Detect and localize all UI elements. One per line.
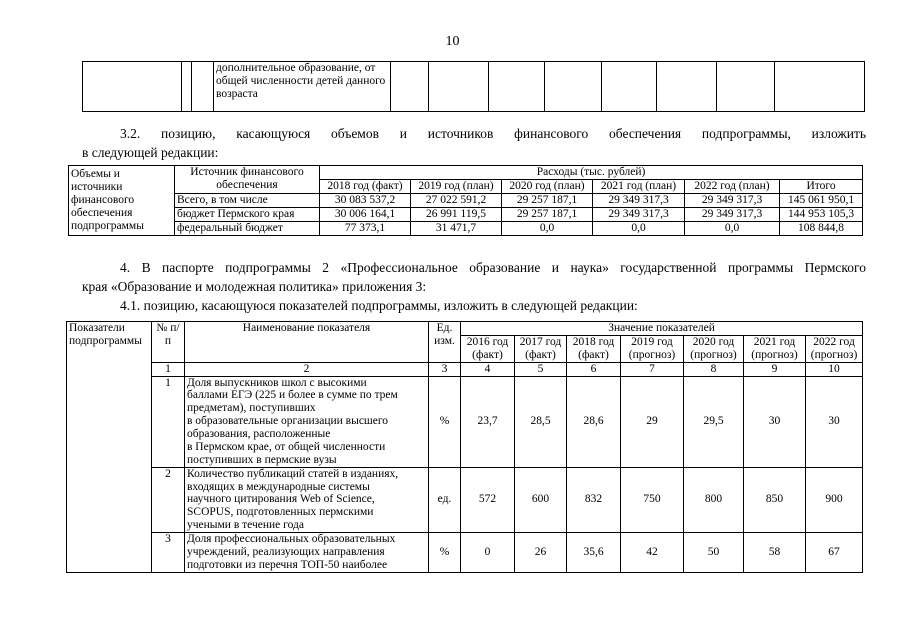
value-cell: 30: [806, 376, 863, 467]
year-header: 2020 год (прогноз): [684, 335, 744, 362]
unit-header: Ед. изм.: [429, 322, 461, 363]
column-number: 4: [461, 362, 515, 376]
year-header: 2019 год (план): [411, 180, 502, 194]
year-header: 2017 год (факт): [515, 335, 567, 362]
table-row: [69, 194, 863, 208]
value-cell: 0,0: [593, 222, 685, 236]
column-number: 8: [684, 362, 744, 376]
source-cell: федеральный бюджет: [175, 222, 320, 236]
indicators-table: [66, 321, 863, 573]
column-numbers-row: [67, 362, 863, 376]
table-row: [67, 467, 863, 532]
year-header: 2020 год (план): [502, 180, 593, 194]
column-number: 3: [429, 362, 461, 376]
indicator-name: Количество публикаций статей в изданиях, входящих в международные системы научного цитирования Web of Science, SCOPUS, подготовленных пермскими учеными в течение года: [185, 467, 429, 532]
value-cell: 28,6: [567, 376, 621, 467]
value-cell: 145 061 950,1: [780, 194, 863, 208]
num-header: № п/п: [152, 322, 185, 363]
value-cell: 600: [515, 467, 567, 532]
year-header: 2022 год (план): [685, 180, 780, 194]
unit-cell: ед.: [429, 467, 461, 532]
expenses-header: Расходы (тыс. рублей): [320, 166, 863, 180]
page-number: 10: [445, 34, 460, 49]
finance-row-header: Объемы и источники финансового обеспечения подпрограммы: [69, 166, 175, 236]
value-cell: 26: [515, 533, 567, 573]
column-number: 9: [744, 362, 806, 376]
value-cell: 0,0: [502, 222, 593, 236]
value-cell: 42: [621, 533, 684, 573]
row-number: 3: [152, 533, 185, 573]
unit-cell: %: [429, 533, 461, 573]
value-cell: 29: [621, 376, 684, 467]
paragraph-4-1: 4.1. позицию, касающуюся показателей подпрограммы, изложить в следующей редакции:: [120, 298, 638, 313]
continuation-table: [82, 61, 865, 112]
indicator-name: дополнительное образование, от общей численности детей данного возраста: [214, 62, 391, 112]
table-row: [67, 533, 863, 573]
value-cell: 750: [621, 467, 684, 532]
source-header: Источник финансового обеспечения: [175, 166, 320, 194]
value-cell: 35,6: [567, 533, 621, 573]
indicators-header: Показатели подпрограммы: [67, 322, 152, 573]
table-row: [83, 62, 865, 112]
row-number: 2: [152, 467, 185, 532]
column-number: 5: [515, 362, 567, 376]
column-number: 6: [567, 362, 621, 376]
value-cell: 58: [744, 533, 806, 573]
value-cell: 77 373,1: [320, 222, 411, 236]
paragraph-4-line2: края «Образование и молодежная политика» приложения 3:: [82, 279, 427, 294]
value-cell: 29 257 187,1: [502, 208, 593, 222]
value-cell: 29 349 317,3: [685, 194, 780, 208]
name-header: Наименование показателя: [185, 322, 429, 363]
paragraph-3-2-line1: 3.2. позицию, касающуюся объемов и источников финансового обеспечения подпрограммы, изложить: [120, 126, 866, 141]
source-cell: бюджет Пермского края: [175, 208, 320, 222]
year-header: 2022 год (прогноз): [806, 335, 863, 362]
value-cell: 30 083 537,2: [320, 194, 411, 208]
value-cell: 29 349 317,3: [593, 208, 685, 222]
value-cell: 832: [567, 467, 621, 532]
indicator-name: Доля профессиональных образовательных учреждений, реализующих направления подготовки из перечня ТОП-50 наиболее: [185, 533, 429, 573]
table-row: [69, 222, 863, 236]
value-cell: 850: [744, 467, 806, 532]
year-header: 2018 год (факт): [320, 180, 411, 194]
column-number: 7: [621, 362, 684, 376]
paragraph-4-line1: 4. В паспорте подпрограммы 2 «Профессиональное образование и наука» государственной программы Пермского: [120, 260, 866, 275]
paragraph-3-2-line2: в следующей редакции:: [82, 145, 219, 160]
total-header: Итого: [780, 180, 863, 194]
column-number: 1: [152, 362, 185, 376]
year-header: 2021 год (прогноз): [744, 335, 806, 362]
finance-table: [68, 165, 863, 236]
value-cell: 30 006 164,1: [320, 208, 411, 222]
value-cell: 67: [806, 533, 863, 573]
value-cell: 30: [744, 376, 806, 467]
value-cell: 108 844,8: [780, 222, 863, 236]
value-cell: 29 349 317,3: [593, 194, 685, 208]
value-cell: 900: [806, 467, 863, 532]
value-cell: 28,5: [515, 376, 567, 467]
value-cell: 0: [461, 533, 515, 573]
value-cell: 23,7: [461, 376, 515, 467]
value-cell: 31 471,7: [411, 222, 502, 236]
indicator-name: Доля выпускников школ с высокими баллами ЕГЭ (225 и более в сумме по трем предметам), поступивших в образовательные организации высшего образования, расположенные в Пермском крае, от общей численности поступивших в пермские вузы: [185, 376, 429, 467]
value-cell: 29 349 317,3: [685, 208, 780, 222]
value-cell: 800: [684, 467, 744, 532]
unit-cell: %: [429, 376, 461, 467]
column-number: 10: [806, 362, 863, 376]
table-row: [69, 208, 863, 222]
value-cell: 27 022 591,2: [411, 194, 502, 208]
year-header: 2021 год (план): [593, 180, 685, 194]
table-row: [67, 376, 863, 467]
year-header: 2016 год (факт): [461, 335, 515, 362]
values-header: Значение показателей: [461, 322, 863, 336]
source-cell: Всего, в том числе: [175, 194, 320, 208]
value-cell: 0,0: [685, 222, 780, 236]
value-cell: 26 991 119,5: [411, 208, 502, 222]
value-cell: 29,5: [684, 376, 744, 467]
value-cell: 50: [684, 533, 744, 573]
value-cell: 572: [461, 467, 515, 532]
column-number: 2: [185, 362, 429, 376]
value-cell: 144 953 105,3: [780, 208, 863, 222]
row-number: 1: [152, 376, 185, 467]
year-header: 2018 год (факт): [567, 335, 621, 362]
value-cell: 29 257 187,1: [502, 194, 593, 208]
year-header: 2019 год (прогноз): [621, 335, 684, 362]
